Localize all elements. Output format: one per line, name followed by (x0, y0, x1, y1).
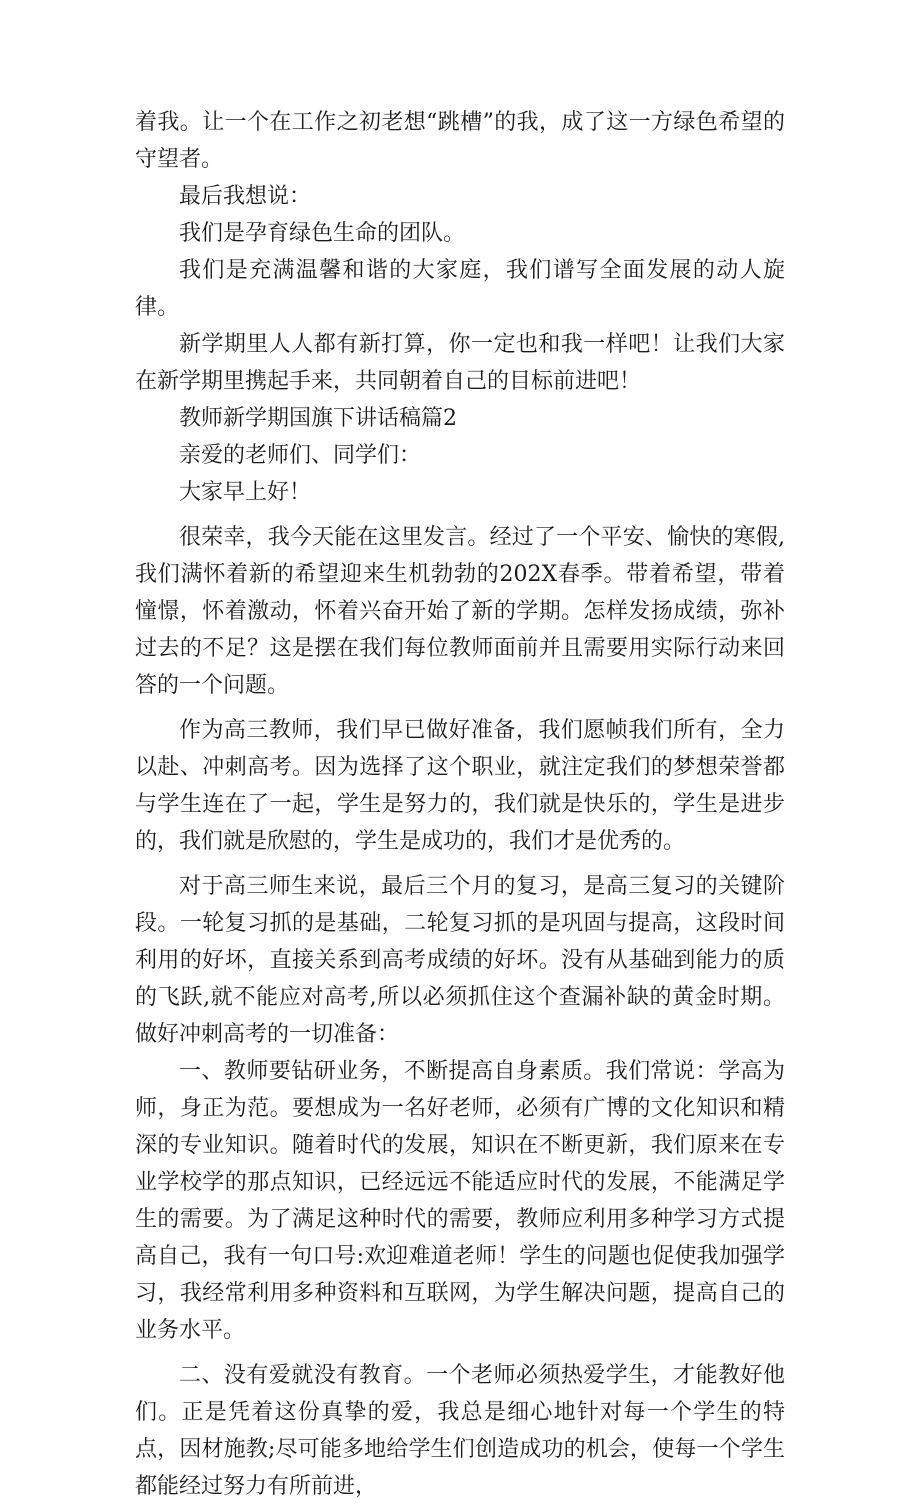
salutation: 亲爱的老师们、同学们： (179, 443, 422, 468)
document-body (135, 104, 785, 1505)
paragraph: 最后我想说： (179, 184, 312, 209)
paragraph-gap (135, 860, 785, 868)
paragraph: 我们是孕育绿色生命的团队。 (179, 221, 466, 246)
paragraph: 新学期里人人都有新打算，你一定也和我一样吧！让我们大家在新学期里携起手来，共同朝着自己的目标前进吧！ (135, 332, 785, 394)
paragraph: 二、没有爱就没有教育。一个老师必须热爱学生，才能教好他们。正是凭着这份真挚的爱，我总是细心地针对每一个学生的特点，因材施教;尽可能多地给学生们创造成功的机会，使每一个学生都能经过努力有所前进， (135, 1363, 785, 1499)
paragraph: 对于高三师生来说，最后三个月的复习，是高三复习的关键阶段。一轮复习抓的是基础，二轮复习抓的是巩固与提高，这段时间利用的好坏，直接关系到高考成绩的好坏。没有从基础到能力的质的飞跃,就不能应对高考,所以必须抓住这个查漏补缺的黄金时期。做好冲刺高考的一切准备： (135, 874, 785, 1047)
section-heading: 教师新学期国旗下讲话稿篇2 (179, 406, 457, 431)
paragraph-gap (135, 1349, 785, 1357)
paragraph: 很荣幸，我今天能在这里发言。经过了一个平安、愉快的寒假,我们满怀着新的希望迎来生机勃勃的202X春季。带着希望，带着憧憬，怀着激动，怀着兴奋开始了新的学期。怎样发扬成绩，弥补过去的不足？这是摆在我们每位教师面前并且需要用实际行动来回答的一个问题。 (135, 525, 785, 698)
paragraph: 我们是充满温馨和谐的大家庭，我们谱写全面发展的动人旋律。 (135, 258, 785, 320)
paragraph: 一、教师要钻研业务，不断提高自身素质。我们常说：学高为师，身正为范。要想成为一名好老师，必须有广博的文化知识和精深的专业知识。随着时代的发展，知识在不断更新，我们原来在专业学校学的那点知识，已经远远不能适应时代的发展，不能满足学生的需要。为了满足这种时代的需要，教师应利用多种学习方式提高自己，我有一句口号:欢迎难道老师！学生的问题也促使我加强学习，我经常利用多种资料和互联网，为学生解决问题，提高自己的业务水平。 (135, 1059, 785, 1343)
paragraph: 作为高三教师，我们早已做好准备，我们愿帧我们所有，全力以赴、冲刺高考。因为选择了这个职业，就注定我们的梦想荣誉都与学生连在了一起，学生是努力的，我们就是快乐的，学生是进步的，我们就是欣慰的，学生是成功的，我们才是优秀的。 (135, 718, 785, 854)
paragraph-gap (135, 511, 785, 519)
paragraph: 着我。让一个在工作之初老想“跳槽”的我，成了这一方绿色希望的守望者。 (135, 110, 785, 172)
greeting: 大家早上好！ (179, 480, 312, 505)
paragraph-gap (135, 704, 785, 712)
